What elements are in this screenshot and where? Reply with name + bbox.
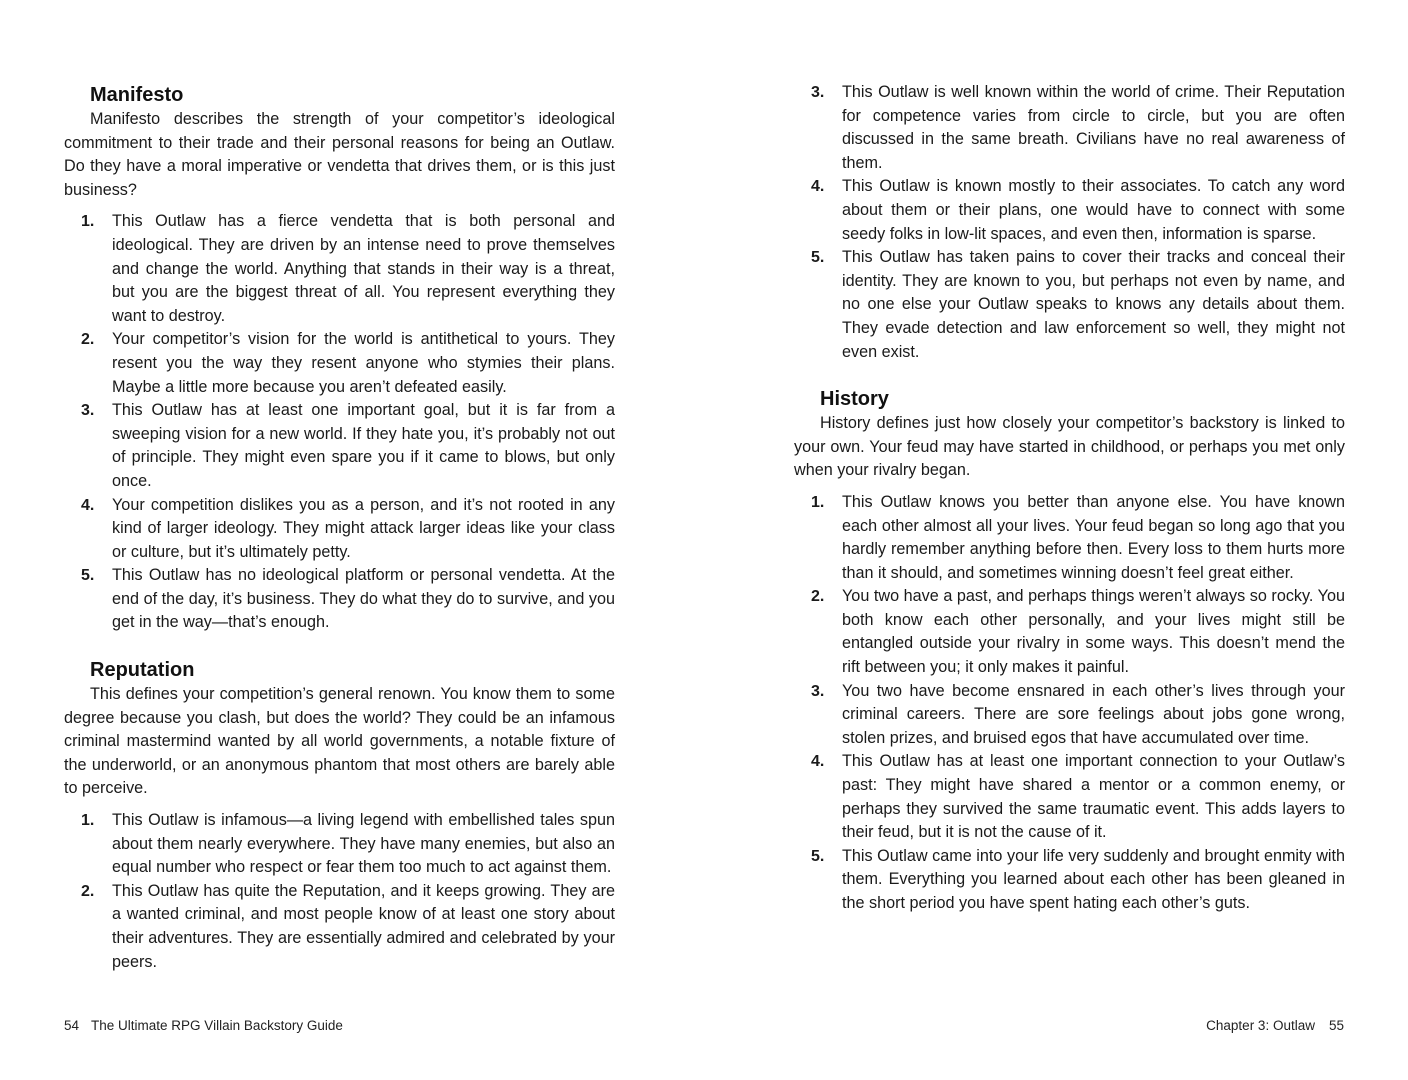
item-text: This Outlaw knows you better than anyone else. You have known each other almost all your lives. Your feud began so long ago that you hardly remember anything before then. Every loss to them hurts more than it should, and sometimes winning doesn’t feel great either.	[842, 492, 1345, 582]
list-item	[64, 809, 615, 880]
list-item	[64, 564, 615, 635]
left-page-column	[64, 82, 615, 974]
item-number: 4.	[811, 753, 825, 771]
item-text: This Outlaw has at least one important connection to your Outlaw’s past: They might have shared a mentor or a common enemy, or perhaps they survived the same traumatic event. This adds layers to their feud, but it is not the cause of it.	[842, 752, 1345, 842]
item-text: Your competition dislikes you as a person, and it’s not rooted in any kind of larger ideology. They might attack larger ideas like your class or culture, but it’s ultimately petty.	[112, 495, 615, 561]
item-text: This Outlaw has at least one important goal, but it is far from a sweeping vision for a new world. If they hate you, it’s probably not out of principle. They might even spare you if it came to blows, but only once.	[112, 401, 615, 490]
reputation-list-continued	[794, 81, 1345, 364]
item-number: 5.	[81, 567, 95, 585]
right-page-column	[794, 81, 1345, 916]
item-number: 1.	[81, 213, 95, 231]
left-page-footer	[64, 1018, 343, 1033]
item-text: This Outlaw is known mostly to their associates. To catch any word about them or their plans, one would have to connect with some seedy folks in low-lit spaces, and even then, information is sparse.	[842, 177, 1345, 243]
list-item	[794, 680, 1345, 751]
item-text: You two have become ensnared in each other’s lives through your criminal careers. There are sore feelings about jobs gone wrong, stolen prizes, and bruised egos that have accumulated over time.	[842, 681, 1345, 747]
list-item	[794, 491, 1345, 585]
item-text: This Outlaw is infamous—a living legend with embellished tales spun about them nearly everywhere. They have many enemies, but also an equal number who respect or fear them too much to act against them.	[112, 811, 615, 877]
item-number: 5.	[811, 249, 825, 267]
item-text: You two have a past, and perhaps things weren’t always so rocky. You both know each other personally, and your lives might still be entangled outside your rivalry in some ways. This doesn’t mend the rift between you; it only makes it painful.	[842, 587, 1345, 677]
reputation-list	[64, 809, 615, 974]
section-intro-history: History defines just how closely your competitor’s backstory is linked to your own. Your feud may have started in childhood, or perhaps you met only when your rivalry began.	[794, 414, 1345, 480]
item-number: 3.	[811, 84, 825, 101]
list-item	[64, 399, 615, 493]
section-title-manifesto: Manifesto	[90, 84, 184, 106]
section-title-reputation: Reputation	[90, 659, 195, 682]
list-item	[794, 81, 1345, 175]
item-text: This Outlaw came into your life very suddenly and brought enmity with them. Everything you learned about each other has been gleaned in the short period you have spent hating each other’s guts.	[842, 846, 1345, 912]
item-number: 1.	[811, 493, 825, 511]
history-list	[794, 491, 1345, 916]
list-item	[64, 328, 615, 399]
list-item	[64, 494, 615, 565]
item-text: This Outlaw has quite the Reputation, and it keeps growing. They are a wanted criminal, and most people know of at least one story about their adventures. They are essentially admired and celebrated by your peers.	[112, 881, 615, 971]
manifesto-list	[64, 210, 615, 635]
running-title: The Ultimate RPG Villain Backstory Guide	[91, 1018, 343, 1033]
list-item	[64, 880, 615, 974]
item-number: 4.	[811, 178, 825, 196]
item-text: Your competitor’s vision for the world is antithetical to yours. They resent you the way they resent anyone who stymies their plans. Maybe a little more because you aren’t defeated easily.	[112, 330, 615, 396]
page-number: 54	[64, 1018, 80, 1033]
section-intro-reputation: This defines your competition’s general renown. You know them to some degree because you clash, but does the world? They could be an infamous criminal mastermind wanted by all world governments, a notable fixture of the underworld, or an anonymous phantom that most others are barely able to perceive.	[64, 685, 615, 798]
item-number: 5.	[811, 847, 825, 865]
section-intro-manifesto: Manifesto describes the strength of your competitor’s ideological commitment to their trade and their personal reasons for being an Outlaw. Do they have a moral imperative or vendetta that drives them, or is this just business?	[64, 110, 615, 199]
item-text: This Outlaw is well known within the world of crime. Their Reputation for competence varies from circle to circle, but you are often discussed in the same breath. Civilians have no real awareness of them.	[842, 83, 1345, 172]
running-title: Chapter 3: Outlaw	[1206, 1018, 1315, 1033]
list-item	[794, 175, 1345, 246]
page-number: 55	[1328, 1018, 1344, 1033]
item-number: 3.	[81, 402, 95, 420]
list-item	[794, 750, 1345, 844]
item-number: 2.	[81, 331, 95, 349]
item-number: 2.	[811, 588, 825, 606]
list-item	[64, 210, 615, 328]
item-number: 4.	[81, 496, 95, 514]
item-number: 3.	[811, 682, 825, 700]
right-page-footer	[1206, 1018, 1344, 1033]
list-item	[794, 246, 1345, 364]
item-text: This Outlaw has no ideological platform or personal vendetta. At the end of the day, it’s business. They do what they do to survive, and you get in the way—that’s enough.	[112, 566, 615, 632]
item-number: 1.	[81, 812, 95, 830]
item-number: 2.	[81, 882, 95, 900]
item-text: This Outlaw has taken pains to cover their tracks and conceal their identity. They are known to you, but perhaps not even by name, and no one else your Outlaw speaks to knows any details about them. They evade detection and law enforcement so well, they might not even exist.	[842, 248, 1345, 361]
item-text: This Outlaw has a fierce vendetta that is both personal and ideological. They are driven by an intense need to prove themselves and change the world. Anything that stands in their way is a threat, but you are the biggest threat of all. You represent everything they want to destroy.	[112, 212, 615, 325]
list-item	[794, 585, 1345, 679]
section-title-history: History	[820, 388, 889, 411]
list-item	[794, 845, 1345, 916]
